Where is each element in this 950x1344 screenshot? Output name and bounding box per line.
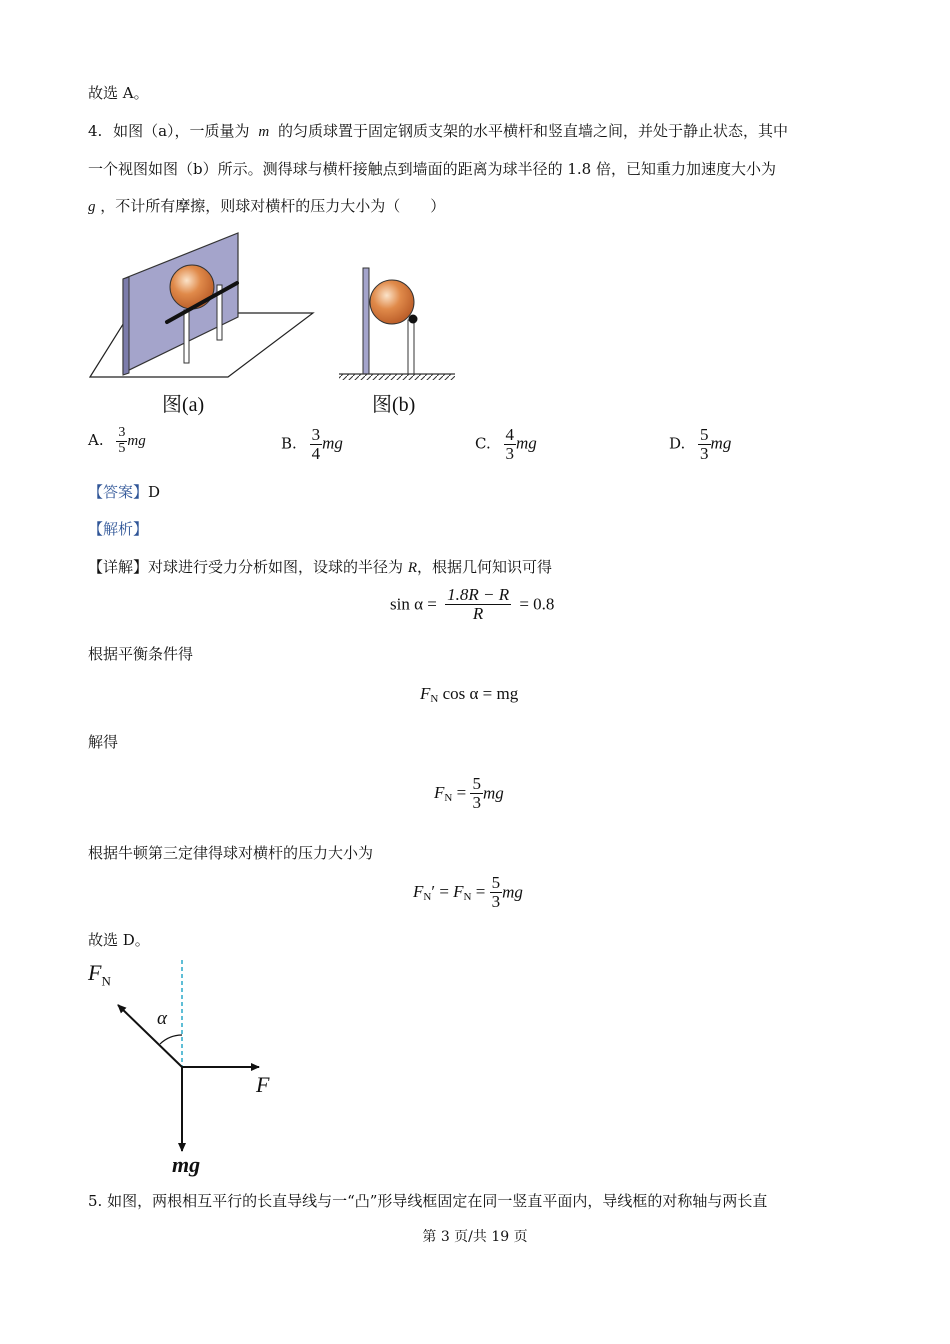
option-a-fraction bbox=[116, 426, 127, 456]
equation-newton-third: $F_N' = F_N$ = $\frac{5}{3}$ mg bbox=[413, 873, 523, 911]
detail-text-a: 对球进行受力分析如图，设球的半径为 bbox=[148, 558, 404, 576]
question-text-1a: 如图（a），一质量为 bbox=[113, 122, 250, 140]
detail-text-b: ，根据几何知识可得 bbox=[416, 558, 552, 576]
eq3-numerator: 5 bbox=[472, 774, 481, 793]
option-b-fraction bbox=[310, 426, 323, 463]
mass-symbol: m bbox=[258, 124, 270, 140]
eq4-numerator: 5 bbox=[491, 873, 501, 892]
option-c-unit: mg bbox=[516, 433, 537, 453]
answer-line bbox=[88, 481, 160, 502]
eq3-denominator: 3 bbox=[472, 792, 481, 812]
equation-fn: $F_N$ = $\frac{5}{3}$ mg bbox=[434, 774, 504, 812]
radius-symbol: R bbox=[407, 560, 417, 576]
eq4-fraction bbox=[490, 874, 503, 911]
bracket-leg-front bbox=[184, 310, 189, 363]
question-line-2: 一个视图如图（b）所示。测得球与横杆接触点到墙面的距离为球半径的 1.8 倍，已知重力加速度大小为 bbox=[88, 160, 776, 178]
balance-text: 根据平衡条件得 bbox=[88, 645, 194, 663]
eq4-denominator: 3 bbox=[491, 891, 501, 911]
answer-value: D bbox=[148, 483, 161, 501]
label-alpha: α bbox=[157, 1008, 167, 1029]
option-d-numerator: 5 bbox=[700, 425, 709, 444]
answer-tag: 【答案】 bbox=[88, 483, 149, 501]
option-a-unit: mg bbox=[127, 433, 146, 450]
g-symbol: g bbox=[88, 199, 96, 215]
ground-hatch bbox=[339, 374, 455, 380]
option-d-unit: mg bbox=[710, 433, 732, 453]
equation-sin-alpha bbox=[390, 586, 554, 623]
option-c-label: C. bbox=[475, 434, 491, 453]
question-text-1b: 的匀质球置于固定钢质支架的水平横杆和竖直墙之间，并处于静止状态，其中 bbox=[277, 122, 788, 140]
eq2-body: cos α = mg bbox=[442, 684, 519, 703]
eq3-fraction bbox=[470, 775, 483, 812]
option-b-unit: mg bbox=[322, 433, 343, 453]
option-a[interactable] bbox=[88, 426, 146, 456]
figure-b-diagram bbox=[335, 262, 460, 384]
option-a-denominator: 5 bbox=[118, 440, 126, 456]
option-d[interactable] bbox=[669, 426, 731, 463]
force-diagram bbox=[85, 955, 305, 1180]
option-b-numerator: 3 bbox=[311, 425, 321, 444]
label-fn: $F_N$ bbox=[88, 960, 111, 989]
equation-balance: $F_N$ cos α = mg bbox=[420, 684, 519, 705]
figure-a-caption: 图(a) bbox=[162, 394, 205, 416]
eq1-denominator: R bbox=[472, 603, 484, 623]
option-d-denominator: 3 bbox=[700, 443, 709, 463]
option-c-numerator: 4 bbox=[505, 425, 514, 444]
angle-arc bbox=[160, 1035, 182, 1044]
option-c[interactable] bbox=[475, 426, 537, 463]
question-number: 4. bbox=[88, 122, 103, 140]
eq3-tail: mg bbox=[482, 783, 504, 803]
ball-a bbox=[170, 265, 214, 309]
eq1-lhs: sin α = bbox=[390, 594, 437, 614]
eq1-rhs: = 0.8 bbox=[519, 594, 555, 614]
option-a-numerator: 3 bbox=[118, 425, 126, 440]
eq1-numerator: 1.8R − R bbox=[447, 585, 510, 604]
detail-tag: 【详解】 bbox=[88, 558, 149, 576]
question-line-3 bbox=[88, 195, 445, 216]
previous-conclusion: 故选 A。 bbox=[88, 84, 149, 102]
option-d-fraction bbox=[698, 426, 711, 463]
bracket-post bbox=[408, 320, 414, 374]
figure-a-diagram bbox=[85, 225, 325, 385]
option-d-label: D. bbox=[669, 434, 686, 453]
newton-text: 根据牛顿第三定律得球对横杆的压力大小为 bbox=[88, 844, 374, 862]
wall-side-view bbox=[363, 268, 369, 374]
option-b-denominator: 4 bbox=[311, 443, 321, 463]
conclusion-d: 故选 D。 bbox=[88, 931, 150, 949]
eq4-tail: mg bbox=[502, 882, 523, 902]
option-b-label: B. bbox=[281, 434, 297, 453]
detail-line bbox=[88, 556, 552, 577]
analysis-tag: 【解析】 bbox=[88, 520, 149, 538]
figure-b-caption: 图(b) bbox=[372, 394, 416, 416]
option-c-denominator: 3 bbox=[505, 443, 514, 463]
crossbar-end bbox=[409, 315, 418, 324]
label-f: F bbox=[256, 1072, 270, 1097]
option-a-label: A. bbox=[88, 431, 104, 450]
ball-b bbox=[370, 280, 414, 324]
option-c-fraction bbox=[504, 426, 517, 463]
wall-edge bbox=[123, 277, 129, 375]
eq1-fraction bbox=[445, 586, 511, 623]
label-mg: mg bbox=[172, 1152, 201, 1177]
question-text-3: ，不计所有摩擦，则球对横杆的压力大小为（ ） bbox=[100, 197, 446, 215]
next-question-text: 5. 如图，两根相互平行的长直导线与一“凸”形导线框固定在同一竖直平面内，导线框的对称轴与两长直 bbox=[88, 1192, 768, 1210]
option-b[interactable] bbox=[281, 426, 343, 463]
question-line-1 bbox=[88, 120, 788, 141]
page-footer: 第 3 页/共 19 页 bbox=[422, 1229, 528, 1245]
solve-text: 解得 bbox=[88, 733, 119, 751]
